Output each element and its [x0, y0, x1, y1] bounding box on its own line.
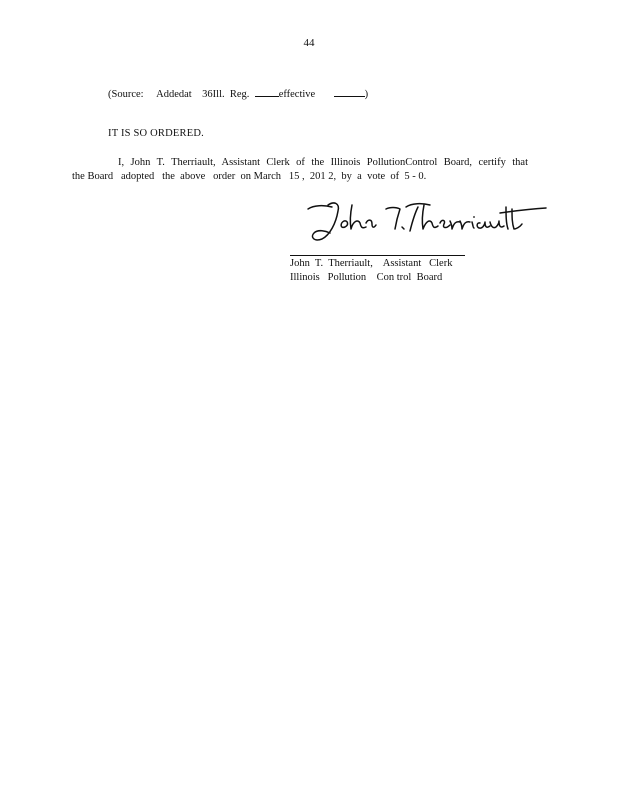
register-blank: [255, 87, 279, 97]
source-note-close: ): [364, 89, 369, 100]
signatory-organization: Illinois Pollution Con trol Board: [290, 272, 443, 283]
order-statement: IT IS SO ORDERED.: [108, 128, 204, 139]
signature-line: [290, 255, 465, 256]
certification-line-1: I, John T. Therriault, Assistant Clerk of the Illinois PollutionControl Board, certify that: [118, 157, 528, 168]
source-note: [108, 87, 368, 100]
effective-date-blank: [334, 87, 365, 97]
source-note-effective: effective: [278, 89, 316, 100]
page-number: 44: [303, 37, 315, 49]
certification-line-2: the Board adopted the above order on March 15 , 201 2, by a vote of 5 - 0.: [72, 171, 427, 182]
source-note-open: (Source: Addedat 36Ill. Reg.: [108, 89, 255, 100]
signatory-name-title: John T. Therriault, Assistant Clerk: [290, 258, 453, 269]
handwritten-signature: [300, 193, 550, 249]
